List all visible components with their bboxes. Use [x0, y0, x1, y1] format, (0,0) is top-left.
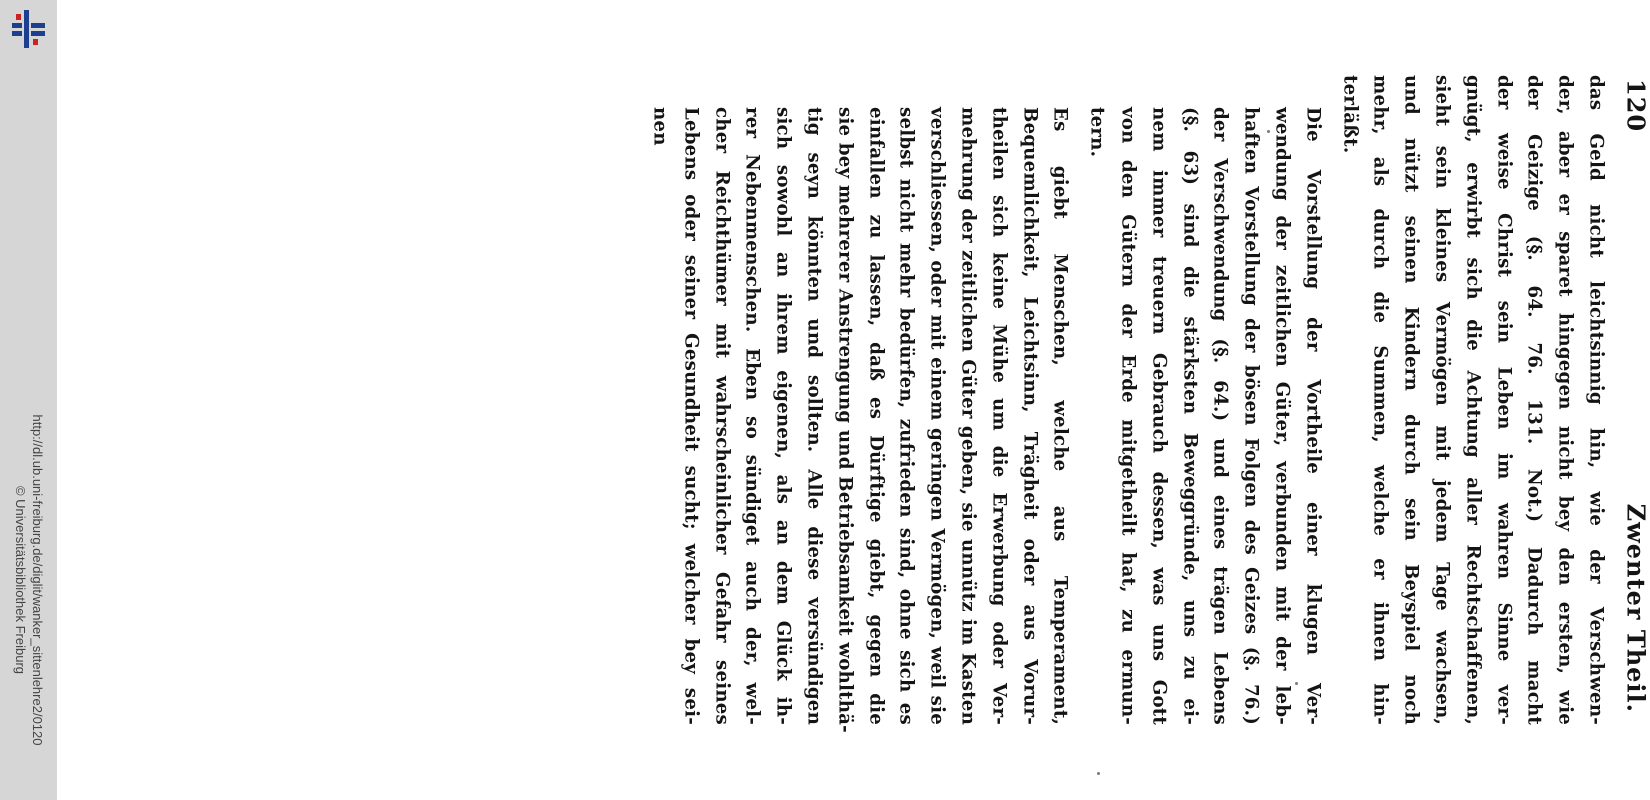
paragraph	[644, 75, 1075, 733]
text-line: mehrung der zeitlichen Güter geben, sie unnütz im Kasten	[957, 107, 979, 725]
body-text	[644, 75, 1611, 733]
source-url[interactable]: http://dl.ub.uni-freiburg.de/diglit/wanker_sittenlehre2/0120	[30, 414, 45, 746]
text-line: haften Vorstellung der bösen Folgen des Geizes (§. 76.)	[1240, 107, 1262, 725]
text-line: der Verschwendung (§. 64.) und eines trägen Lebens	[1209, 107, 1231, 725]
paragraph	[1333, 75, 1610, 725]
text-line: wendung der zeitlichen Güter, verbunden mit der leb-	[1271, 107, 1293, 725]
text-line: selbst nicht mehr bedürfen, zufrieden sind, ohne sich es	[895, 107, 917, 725]
text-line: gnügt, erwirbt sich die Achtung aller Rechtschaffenen,	[1462, 75, 1484, 725]
text-line: rer Nebenmenschen. Eben so sündiget auch der, wel-	[741, 107, 763, 725]
text-line: einfallen zu lassen, daß es Dürftige giebt, gegen die	[865, 107, 887, 725]
page-text-block	[644, 75, 1650, 733]
text-line: tig seyn könnten und sollten. Alle diese versündigen	[803, 107, 825, 725]
text-line: der, aber er sparet hingegen nicht bey den ersten, wie	[1554, 75, 1576, 725]
text-line: sie bey mehrerer Anstrengung und Betriebsamkeit wohlthä-	[834, 107, 856, 733]
copyright-notice: © Universitätsbibliothek Freiburg	[13, 485, 28, 675]
text-line: und nützt seinen Kindern durch sein Beyspiel noch	[1400, 75, 1422, 725]
text-line: (§. 63) sind die stärksten Beweggründe, uns zu ei-	[1178, 107, 1200, 725]
text-line: Die Vorstellung der Vortheile einer klugen Ver-	[1302, 107, 1324, 725]
text-line: Lebens oder seiner Gesundheit sucht; welcher bey sei-	[680, 107, 702, 725]
page-header	[1616, 75, 1650, 725]
text-line: cher Reichthümer mit wahrscheinlicher Gefahr seines	[711, 107, 733, 725]
viewer-sidebar	[0, 0, 57, 800]
scanned-page	[57, 0, 1650, 800]
text-line: mehr, als durch die Summen, welche er ihnen hin-	[1369, 75, 1391, 725]
text-line: theilen sich keine Mühe um die Erwerbung oder Ver-	[988, 107, 1010, 725]
text-line: sich sowohl an ihrem eigenen, als an dem Glück ih-	[772, 107, 794, 725]
text-line: tern.	[1086, 107, 1108, 158]
text-line: terläßt.	[1338, 75, 1360, 154]
text-line: das Geld nicht leichtsinnig hin, wie der Verschwen-	[1585, 75, 1607, 725]
text-line: von den Gütern der Erde mitgetheilt hat, zu ermun-	[1117, 107, 1139, 725]
text-line: Es giebt Menschen, welche aus Temperament,	[1049, 107, 1071, 725]
text-line: sieht sein kleines Vermögen mit jedem Tage wachsen,	[1431, 75, 1453, 725]
ub-freiburg-logo-icon	[4, 8, 50, 50]
text-line: nen	[649, 107, 671, 146]
text-line: der Geizige (§. 64. 76. 131. Not.) Dadurch macht	[1523, 75, 1545, 725]
text-line: nem immer treuern Gebrauch dessen, was uns Gott	[1148, 107, 1170, 725]
text-line: der weise Christ sein Leben im wahren Sinne ver-	[1492, 75, 1514, 725]
paragraph	[1081, 75, 1327, 725]
text-line: Bequemlichkeit, Leichtsinn, Trägheit oder aus Vorur-	[1019, 107, 1041, 725]
running-head: Zwenter Theil.	[1621, 503, 1650, 713]
text-line: verschliessen, oder mit einem geringen Vermögen, weil sie	[926, 107, 948, 725]
page-number: 120	[1621, 79, 1650, 133]
